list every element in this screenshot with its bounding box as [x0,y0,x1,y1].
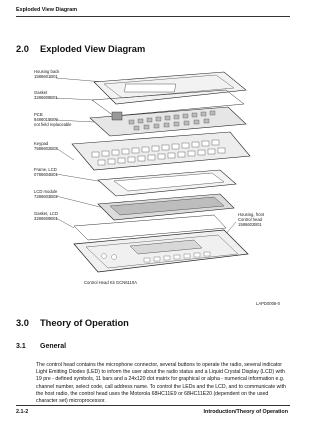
figure-id: LAPD0006-0 [256,301,280,306]
lcd-module-part [98,194,234,220]
running-header: Exploded View Diagram [16,7,78,13]
subsection-title: General [40,343,67,350]
subsection-heading-general [16,343,66,350]
label-keypad: Keypad 7586602B03 [34,141,58,151]
label-gasket: Gasket 3286608B01 [34,90,58,100]
body-paragraph: The control head contains the microphone connector, several buttons to operate the radio, several indicator Light Emitting Diodes (LED) to inform the user about the radio status and a Liquid Crystal Display (LCD) with 19 pre - defined symbols, 11 bars and a 24x120 dot matrix for graphical or alpha - numerical information e.g. channel number, select code, call address name. To control the LEDs and the LCD, and to communicate with the host radio, the control head uses the Motorola 68HC11E9 or 68HC11E20 (dependent on the used character set) microprocessor. [36,362,286,405]
pcb-part [90,107,246,136]
label-housing-back: Housing back 1586601B01 [34,69,60,79]
housing-front-part [74,230,248,272]
label-frame-lcd: Frame, LCD 0786604B01 [34,167,58,177]
housing-back-part [94,72,246,104]
section-number: 3.0 [16,318,29,328]
section-heading-exploded [16,44,145,54]
label-housing-front: Housing, front Control head 1586602B01 [238,212,265,227]
label-lcd-module: LCD module 7286603B02 [34,189,58,199]
section-title: Theory of Operation [40,318,129,328]
subsection-number: 3.1 [16,343,26,350]
exploded-view-figure [34,60,284,315]
footer-chapter-title: Introduction/Theory of Operation [203,409,288,415]
section-heading-operation [16,318,129,328]
lcd-frame-part [98,170,236,196]
section-number: 2.0 [16,44,29,54]
section-title: Exploded View Diagram [40,44,146,54]
page-number: 2.1-2 [16,409,29,415]
kit-caption: Control Head Kit GCN6110A [84,280,137,285]
header-rule [16,16,290,17]
label-pcb: PCB 8486015B09 not field replaceable [34,112,72,127]
footer-rule [16,405,290,406]
keypad-part [72,132,250,170]
label-gasket-lcd: Gasket, LCD 3286609B01 [34,211,58,221]
